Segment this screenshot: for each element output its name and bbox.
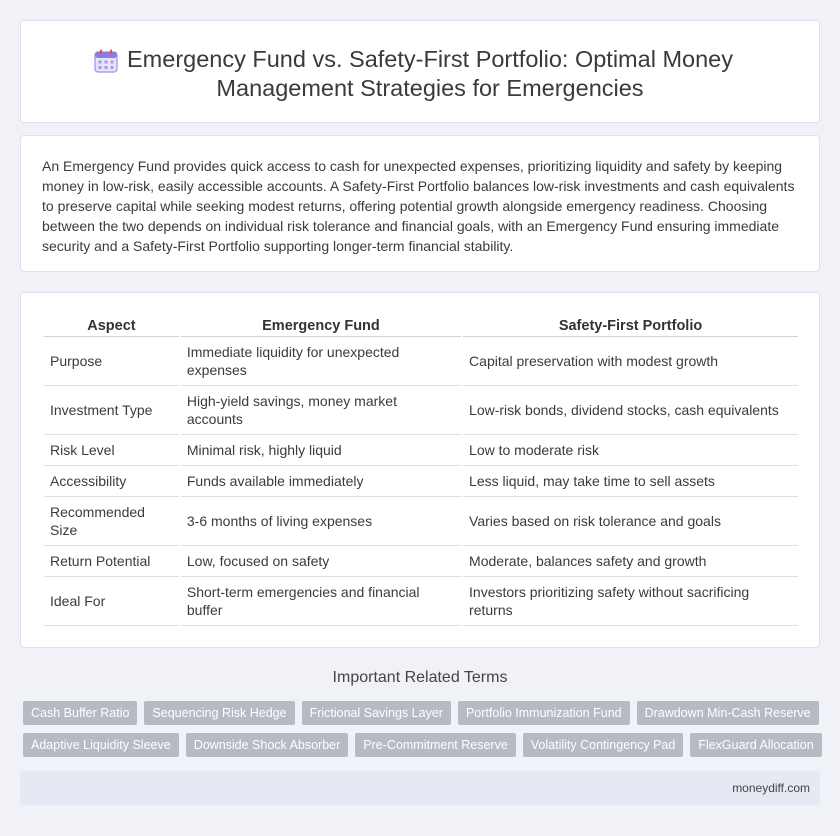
- row-safety-first-portfolio: Investors prioritizing safety without sacrificing returns: [463, 577, 798, 626]
- row-emergency-fund: Funds available immediately: [181, 466, 461, 497]
- intro-card: [20, 135, 820, 272]
- row-emergency-fund: Minimal risk, highly liquid: [181, 435, 461, 466]
- comparison-card: [20, 292, 820, 648]
- title-wrap: [21, 45, 819, 103]
- table-row: [44, 337, 798, 386]
- intro-paragraph: An Emergency Fund provides quick access to cash for unexpected expenses, prioritizing liquidity and safety by keeping money in low-risk, easily accessible accounts. A Safety-First Portfolio balances low-risk investments and cash equivalents to preserve capital while seeking modest returns, offering potential growth alongside emergency readiness. Choosing between the two depends on individual risk tolerance and financial goals, with an Emergency Fund ensuring immediate security and a Safety-First Portfolio supporting longer-term financial stability.: [42, 158, 795, 254]
- table-row: [44, 497, 798, 546]
- calendar-icon: [93, 48, 119, 74]
- row-aspect: Investment Type: [44, 386, 179, 435]
- row-emergency-fund: Low, focused on safety: [181, 546, 461, 577]
- term-tag[interactable]: Frictional Savings Layer: [302, 701, 451, 725]
- term-tag[interactable]: Downside Shock Absorber: [186, 733, 349, 757]
- table-header-row: [44, 315, 798, 337]
- site-link[interactable]: moneydiff.com: [732, 781, 810, 795]
- row-aspect: Risk Level: [44, 435, 179, 466]
- related-terms-heading: Important Related Terms: [332, 669, 508, 686]
- term-tag[interactable]: Drawdown Min-Cash Reserve: [637, 701, 819, 725]
- term-tag[interactable]: Volatility Contingency Pad: [523, 733, 684, 757]
- row-safety-first-portfolio: Moderate, balances safety and growth: [463, 546, 798, 577]
- row-safety-first-portfolio: Varies based on risk tolerance and goals: [463, 497, 798, 546]
- row-safety-first-portfolio: Low-risk bonds, dividend stocks, cash equivalents: [463, 386, 798, 435]
- term-row-2: [23, 733, 814, 757]
- row-emergency-fund: 3-6 months of living expenses: [181, 497, 461, 546]
- term-row-1: [23, 701, 811, 725]
- header-emergency-fund: Emergency Fund: [181, 315, 461, 337]
- row-aspect: Return Potential: [44, 546, 179, 577]
- term-tag[interactable]: FlexGuard Allocation: [690, 733, 821, 757]
- related-terms: [23, 701, 814, 765]
- term-tag[interactable]: Portfolio Immunization Fund: [458, 701, 630, 725]
- row-emergency-fund: Short-term emergencies and financial buffer: [181, 577, 461, 626]
- term-tag[interactable]: Adaptive Liquidity Sleeve: [23, 733, 179, 757]
- row-aspect: Purpose: [44, 337, 179, 386]
- term-tag[interactable]: Pre-Commitment Reserve: [355, 733, 515, 757]
- row-emergency-fund: High-yield savings, money market accounts: [181, 386, 461, 435]
- table-row: [44, 546, 798, 577]
- table-row: [44, 466, 798, 497]
- term-tag[interactable]: Sequencing Risk Hedge: [144, 701, 294, 725]
- title-card: [20, 20, 820, 123]
- row-aspect: Ideal For: [44, 577, 179, 626]
- footer: [20, 771, 820, 805]
- comparison-table: [42, 315, 800, 626]
- row-emergency-fund: Immediate liquidity for unexpected expenses: [181, 337, 461, 386]
- table-row: [44, 577, 798, 626]
- row-aspect: Recommended Size: [44, 497, 179, 546]
- header-safety-first-portfolio: Safety-First Portfolio: [463, 315, 798, 337]
- row-safety-first-portfolio: Capital preservation with modest growth: [463, 337, 798, 386]
- row-aspect: Accessibility: [44, 466, 179, 497]
- header-aspect: Aspect: [44, 315, 179, 337]
- row-safety-first-portfolio: Low to moderate risk: [463, 435, 798, 466]
- table-row: [44, 435, 798, 466]
- row-safety-first-portfolio: Less liquid, may take time to sell assets: [463, 466, 798, 497]
- term-tag[interactable]: Cash Buffer Ratio: [23, 701, 137, 725]
- page-title: Emergency Fund vs. Safety-First Portfolio: Optimal Money Management Strategies for Emergencies: [127, 46, 733, 101]
- table-row: [44, 386, 798, 435]
